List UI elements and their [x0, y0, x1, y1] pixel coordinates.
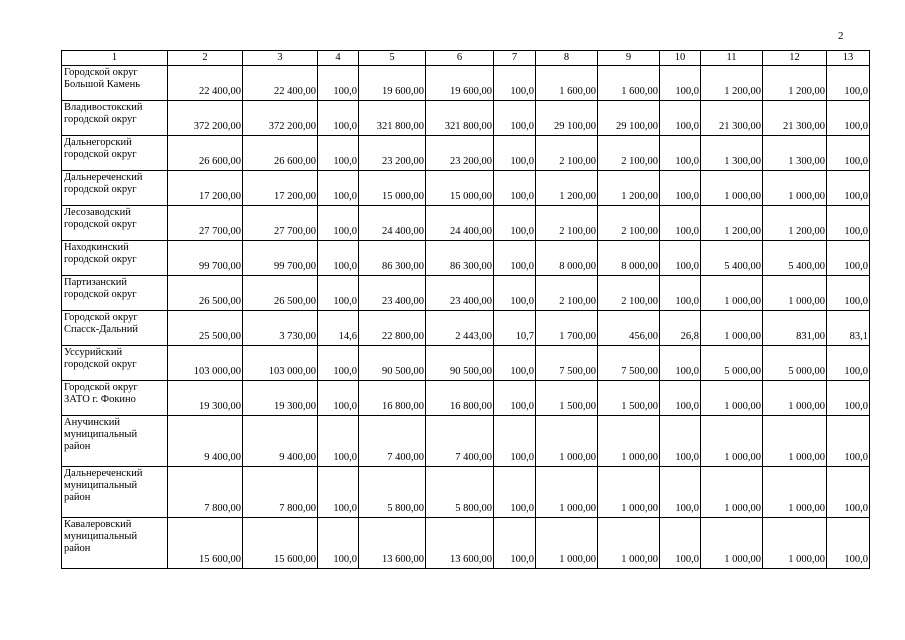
value-cell: 1 000,00	[763, 171, 827, 206]
column-header: 13	[827, 51, 870, 66]
row-name-cell: Городской округ Большой Камень	[62, 66, 168, 101]
value-cell: 7 800,00	[168, 467, 243, 518]
value-cell: 7 500,00	[598, 346, 660, 381]
value-cell: 22 800,00	[359, 311, 426, 346]
value-cell: 29 100,00	[598, 101, 660, 136]
value-cell: 100,0	[660, 241, 701, 276]
value-cell: 2 100,00	[536, 206, 598, 241]
value-cell: 2 443,00	[426, 311, 494, 346]
value-cell: 100,0	[494, 101, 536, 136]
value-cell: 19 600,00	[359, 66, 426, 101]
row-name-cell: Дальнереченский муниципальный район	[62, 467, 168, 518]
value-cell: 1 000,00	[701, 171, 763, 206]
row-name-cell: Кавалеровский муниципальный район	[62, 518, 168, 569]
value-cell: 100,0	[660, 171, 701, 206]
column-header: 5	[359, 51, 426, 66]
value-cell: 1 000,00	[701, 416, 763, 467]
value-cell: 21 300,00	[763, 101, 827, 136]
value-cell: 21 300,00	[701, 101, 763, 136]
value-cell: 19 600,00	[426, 66, 494, 101]
value-cell: 1 200,00	[763, 206, 827, 241]
value-cell: 100,0	[494, 206, 536, 241]
value-cell: 86 300,00	[426, 241, 494, 276]
value-cell: 100,0	[318, 241, 359, 276]
header-row	[62, 51, 870, 66]
value-cell: 23 200,00	[359, 136, 426, 171]
value-cell: 100,0	[318, 346, 359, 381]
value-cell: 100,0	[827, 518, 870, 569]
value-cell: 100,0	[827, 241, 870, 276]
table-row	[62, 276, 870, 311]
table-row	[62, 346, 870, 381]
value-cell: 100,0	[318, 276, 359, 311]
value-cell: 1 200,00	[701, 206, 763, 241]
value-cell: 100,0	[494, 416, 536, 467]
value-cell: 8 000,00	[536, 241, 598, 276]
value-cell: 100,0	[494, 518, 536, 569]
value-cell: 100,0	[660, 66, 701, 101]
value-cell: 7 400,00	[359, 416, 426, 467]
value-cell: 5 000,00	[701, 346, 763, 381]
value-cell: 2 100,00	[598, 136, 660, 171]
value-cell: 100,0	[827, 66, 870, 101]
value-cell: 1 000,00	[763, 518, 827, 569]
value-cell: 100,0	[660, 276, 701, 311]
value-cell: 26,8	[660, 311, 701, 346]
value-cell: 15 600,00	[243, 518, 318, 569]
value-cell: 5 400,00	[763, 241, 827, 276]
value-cell: 5 800,00	[426, 467, 494, 518]
value-cell: 99 700,00	[168, 241, 243, 276]
column-header: 7	[494, 51, 536, 66]
value-cell: 5 400,00	[701, 241, 763, 276]
table-row	[62, 66, 870, 101]
value-cell: 26 600,00	[168, 136, 243, 171]
value-cell: 321 800,00	[359, 101, 426, 136]
value-cell: 24 400,00	[359, 206, 426, 241]
value-cell: 1 000,00	[701, 276, 763, 311]
value-cell: 9 400,00	[168, 416, 243, 467]
value-cell: 100,0	[494, 241, 536, 276]
value-cell: 17 200,00	[168, 171, 243, 206]
value-cell: 100,0	[827, 346, 870, 381]
value-cell: 1 000,00	[763, 467, 827, 518]
row-name-cell: Дальнереченский городской округ	[62, 171, 168, 206]
value-cell: 100,0	[494, 276, 536, 311]
value-cell: 1 000,00	[536, 467, 598, 518]
data-table	[61, 50, 870, 569]
row-name-cell: Владивостокский городской округ	[62, 101, 168, 136]
column-header: 6	[426, 51, 494, 66]
value-cell: 7 500,00	[536, 346, 598, 381]
value-cell: 8 000,00	[598, 241, 660, 276]
value-cell: 23 400,00	[359, 276, 426, 311]
row-name-cell: Городской округ Спасск-Дальний	[62, 311, 168, 346]
value-cell: 1 000,00	[701, 381, 763, 416]
value-cell: 1 200,00	[763, 66, 827, 101]
value-cell: 90 500,00	[359, 346, 426, 381]
row-name-cell: Лесозаводский городской округ	[62, 206, 168, 241]
value-cell: 100,0	[827, 276, 870, 311]
value-cell: 100,0	[318, 206, 359, 241]
value-cell: 10,7	[494, 311, 536, 346]
value-cell: 1 300,00	[763, 136, 827, 171]
value-cell: 7 800,00	[243, 467, 318, 518]
value-cell: 1 000,00	[701, 311, 763, 346]
value-cell: 14,6	[318, 311, 359, 346]
value-cell: 15 000,00	[426, 171, 494, 206]
value-cell: 1 300,00	[701, 136, 763, 171]
value-cell: 22 400,00	[243, 66, 318, 101]
value-cell: 100,0	[660, 518, 701, 569]
value-cell: 2 100,00	[598, 276, 660, 311]
value-cell: 100,0	[827, 206, 870, 241]
value-cell: 100,0	[318, 101, 359, 136]
value-cell: 100,0	[827, 416, 870, 467]
column-header: 8	[536, 51, 598, 66]
value-cell: 1 600,00	[536, 66, 598, 101]
value-cell: 16 800,00	[426, 381, 494, 416]
value-cell: 1 600,00	[598, 66, 660, 101]
value-cell: 2 100,00	[536, 276, 598, 311]
value-cell: 2 100,00	[598, 206, 660, 241]
value-cell: 372 200,00	[168, 101, 243, 136]
table-row	[62, 381, 870, 416]
value-cell: 100,0	[827, 171, 870, 206]
table-body	[62, 66, 870, 569]
value-cell: 13 600,00	[359, 518, 426, 569]
value-cell: 26 500,00	[168, 276, 243, 311]
value-cell: 100,0	[660, 467, 701, 518]
value-cell: 100,0	[660, 136, 701, 171]
table-row	[62, 311, 870, 346]
column-header: 11	[701, 51, 763, 66]
value-cell: 16 800,00	[359, 381, 426, 416]
value-cell: 1 000,00	[701, 467, 763, 518]
value-cell: 100,0	[660, 346, 701, 381]
value-cell: 103 000,00	[243, 346, 318, 381]
value-cell: 100,0	[827, 467, 870, 518]
value-cell: 7 400,00	[426, 416, 494, 467]
value-cell: 15 000,00	[359, 171, 426, 206]
value-cell: 22 400,00	[168, 66, 243, 101]
value-cell: 100,0	[318, 381, 359, 416]
value-cell: 1 000,00	[598, 518, 660, 569]
column-header: 2	[168, 51, 243, 66]
value-cell: 23 400,00	[426, 276, 494, 311]
table-row	[62, 136, 870, 171]
value-cell: 1 200,00	[536, 171, 598, 206]
value-cell: 100,0	[660, 101, 701, 136]
value-cell: 3 730,00	[243, 311, 318, 346]
value-cell: 5 000,00	[763, 346, 827, 381]
value-cell: 5 800,00	[359, 467, 426, 518]
value-cell: 9 400,00	[243, 416, 318, 467]
value-cell: 100,0	[318, 136, 359, 171]
value-cell: 24 400,00	[426, 206, 494, 241]
value-cell: 103 000,00	[168, 346, 243, 381]
value-cell: 1 200,00	[701, 66, 763, 101]
value-cell: 17 200,00	[243, 171, 318, 206]
value-cell: 100,0	[827, 381, 870, 416]
table-row	[62, 171, 870, 206]
value-cell: 25 500,00	[168, 311, 243, 346]
value-cell: 100,0	[660, 416, 701, 467]
value-cell: 321 800,00	[426, 101, 494, 136]
value-cell: 100,0	[827, 136, 870, 171]
value-cell: 90 500,00	[426, 346, 494, 381]
value-cell: 2 100,00	[536, 136, 598, 171]
value-cell: 19 300,00	[168, 381, 243, 416]
column-header: 1	[62, 51, 168, 66]
table-row	[62, 241, 870, 276]
row-name-cell: Находкинский городской округ	[62, 241, 168, 276]
value-cell: 15 600,00	[168, 518, 243, 569]
value-cell: 100,0	[318, 518, 359, 569]
value-cell: 1 000,00	[701, 518, 763, 569]
value-cell: 1 000,00	[763, 416, 827, 467]
value-cell: 100,0	[494, 136, 536, 171]
value-cell: 26 500,00	[243, 276, 318, 311]
value-cell: 100,0	[318, 171, 359, 206]
value-cell: 83,1	[827, 311, 870, 346]
column-header: 9	[598, 51, 660, 66]
column-header: 4	[318, 51, 359, 66]
table-row	[62, 467, 870, 518]
value-cell: 1 700,00	[536, 311, 598, 346]
value-cell: 27 700,00	[243, 206, 318, 241]
value-cell: 100,0	[827, 101, 870, 136]
value-cell: 100,0	[494, 346, 536, 381]
value-cell: 1 200,00	[598, 171, 660, 206]
table-row	[62, 206, 870, 241]
value-cell: 831,00	[763, 311, 827, 346]
value-cell: 100,0	[494, 381, 536, 416]
value-cell: 1 500,00	[598, 381, 660, 416]
value-cell: 29 100,00	[536, 101, 598, 136]
value-cell: 1 000,00	[536, 416, 598, 467]
table-row	[62, 518, 870, 569]
value-cell: 99 700,00	[243, 241, 318, 276]
value-cell: 13 600,00	[426, 518, 494, 569]
column-header: 12	[763, 51, 827, 66]
value-cell: 372 200,00	[243, 101, 318, 136]
row-name-cell: Партизанский городской округ	[62, 276, 168, 311]
value-cell: 23 200,00	[426, 136, 494, 171]
value-cell: 100,0	[318, 467, 359, 518]
value-cell: 100,0	[318, 66, 359, 101]
value-cell: 100,0	[318, 416, 359, 467]
column-header: 10	[660, 51, 701, 66]
value-cell: 26 600,00	[243, 136, 318, 171]
value-cell: 27 700,00	[168, 206, 243, 241]
row-name-cell: Анучинский муниципальный район	[62, 416, 168, 467]
table-row	[62, 101, 870, 136]
value-cell: 100,0	[494, 66, 536, 101]
row-name-cell: Городской округ ЗАТО г. Фокино	[62, 381, 168, 416]
value-cell: 456,00	[598, 311, 660, 346]
row-name-cell: Уссурийский городской округ	[62, 346, 168, 381]
value-cell: 1 000,00	[536, 518, 598, 569]
value-cell: 1 000,00	[763, 276, 827, 311]
value-cell: 1 000,00	[598, 467, 660, 518]
value-cell: 100,0	[660, 206, 701, 241]
value-cell: 86 300,00	[359, 241, 426, 276]
column-header: 3	[243, 51, 318, 66]
table-row	[62, 416, 870, 467]
value-cell: 1 000,00	[598, 416, 660, 467]
value-cell: 100,0	[494, 171, 536, 206]
page-number: 2	[838, 30, 844, 42]
value-cell: 100,0	[660, 381, 701, 416]
value-cell: 100,0	[494, 467, 536, 518]
value-cell: 1 000,00	[763, 381, 827, 416]
value-cell: 1 500,00	[536, 381, 598, 416]
row-name-cell: Дальнегорский городской округ	[62, 136, 168, 171]
value-cell: 19 300,00	[243, 381, 318, 416]
